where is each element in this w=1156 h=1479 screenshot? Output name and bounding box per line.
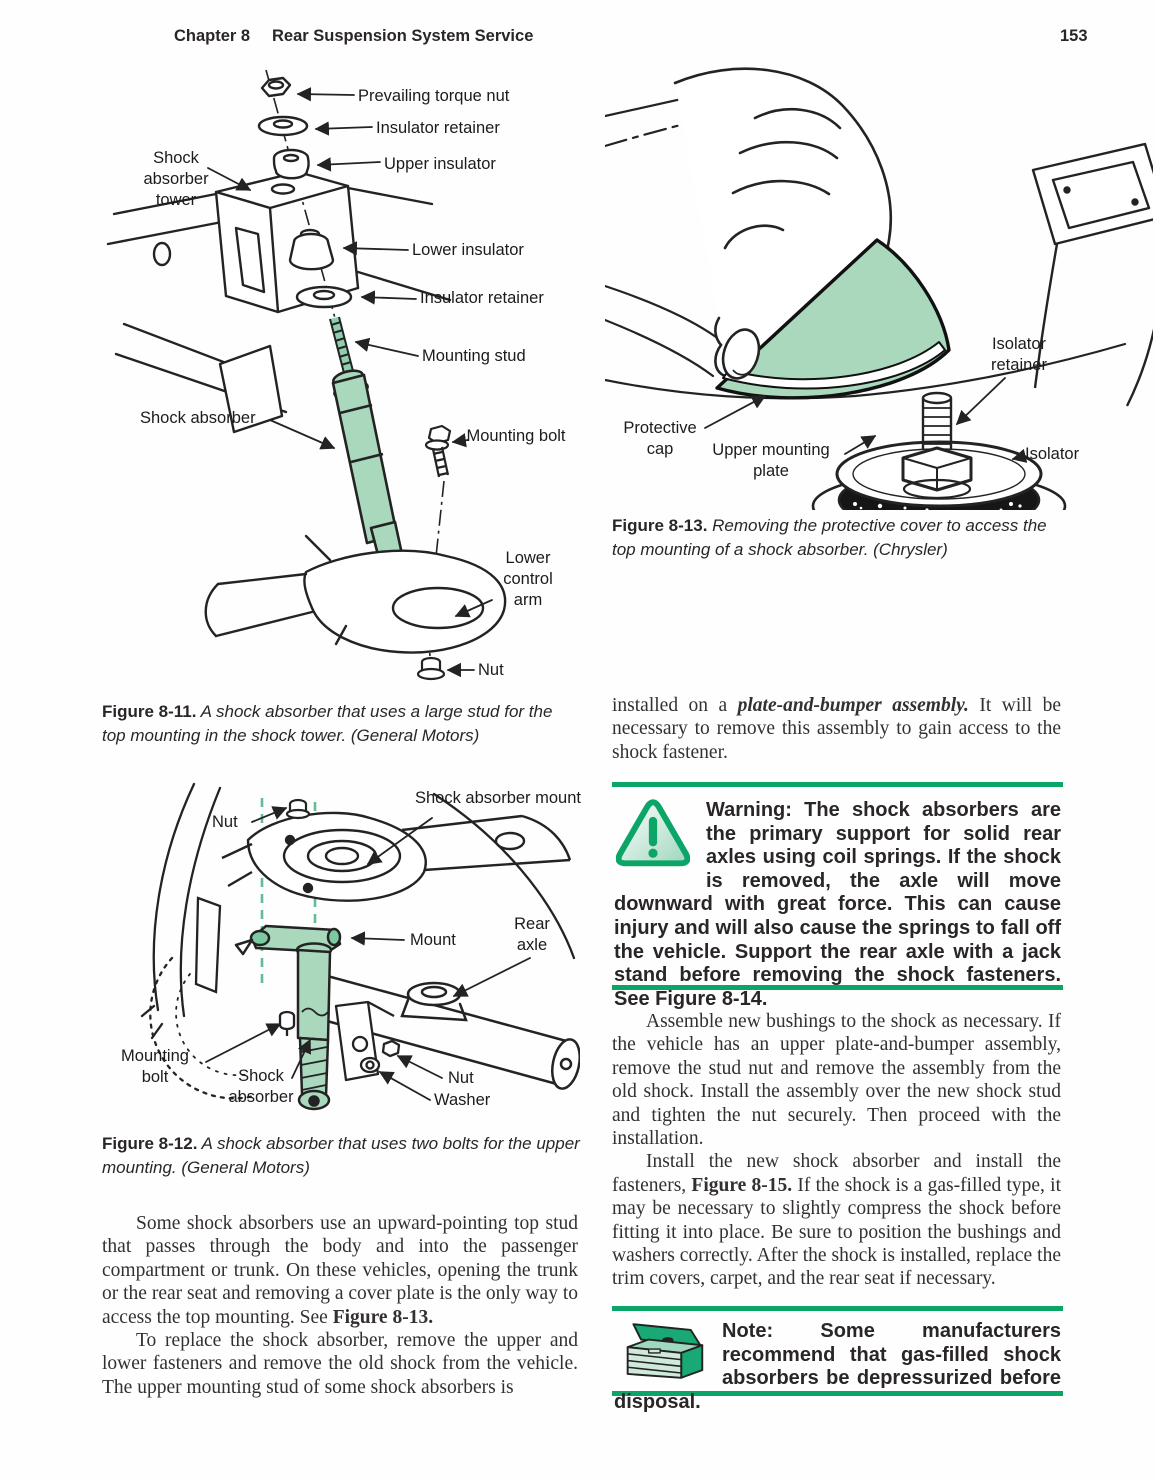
body-paragraph	[612, 1150, 1061, 1290]
warning-box	[612, 782, 1063, 1010]
label-shock-absorber-tower: Shock absorber tower	[143, 149, 209, 209]
label-prevailing-torque-nut: Prevailing torque nut	[358, 87, 510, 105]
label-rear-axle: Rear axle	[514, 915, 550, 954]
label-upper-insulator: Upper insulator	[384, 155, 496, 173]
figure-8-13-caption-lead: Figure 8-13.	[612, 516, 708, 535]
label-protective-cap: Protective cap	[623, 419, 697, 458]
figure-8-11-illustration	[100, 66, 580, 698]
figure-8-12-illustration	[102, 778, 580, 1130]
label-mounting-bolt-fig12: Mounting bolt	[121, 1047, 189, 1086]
figure-8-11-caption	[102, 700, 580, 747]
note-text: Note: Some manufacturers recommend that gas-filled shock absorbers be depressurized before disposal.	[614, 1320, 1061, 1413]
left-column-paragraphs	[102, 1212, 578, 1399]
figure-8-12-caption-lead: Figure 8-12.	[102, 1134, 198, 1153]
label-lower-insulator: Lower insulator	[412, 241, 524, 259]
figure-8-13-caption	[612, 514, 1064, 561]
label-shock-absorber-fig12: Shock absorber	[228, 1067, 294, 1106]
body-paragraph	[102, 1212, 578, 1329]
figure-8-13-illustration	[605, 58, 1153, 510]
figure-reference: Figure 8-13.	[332, 1306, 434, 1328]
paragraph-text: If the shock is a gas-filled type, it may be necessary to slightly compress the shock before fitting it into place. Be sure to position the bushings and washers correctly. After the shock is installed, replace the trim covers, carpet, and the rear seat if necessary.	[612, 1174, 1061, 1290]
warning-text: Warning: The shock absorbers are the primary support for solid rear axles using coil springs. If the shock is removed, the axle will move downward with great force. This can cause injury and will also cause the springs to fall off the vehicle. Support the rear axle with a jack stand before removing the shock fasteners. See Figure 8-14.	[614, 799, 1061, 1010]
label-upper-mounting-plate: Upper mounting plate	[712, 441, 830, 480]
paragraph-text: installed on a	[612, 695, 738, 716]
label-isolator: Isolator	[1025, 445, 1080, 463]
emphasized-term: plate-and-bumper assembly.	[737, 695, 969, 716]
paragraph-text: It will be necessary to remove this assembly to gain access to the shock fastener.	[612, 695, 1061, 763]
page-number: 153	[1060, 27, 1088, 45]
body-paragraph: Assemble new bushings to the shock as necessary. If the vehicle has an upper plate-and-bumper assembly, remove the stud nut and remove the assembly from the old shock. Install the assembly over the new shock stud and tighten the nut securely. Then proceed with the installation.	[612, 1011, 1061, 1150]
label-nut-right-fig12: Nut	[448, 1069, 474, 1087]
header-title: Rear Suspension System Service	[272, 27, 534, 45]
label-shock-absorber-mount: Shock absorber mount	[414, 789, 581, 807]
right-column-paragraph-1	[612, 694, 1061, 764]
figure-8-11-caption-lead: Figure 8-11.	[102, 702, 197, 721]
right-column-paragraphs-2-3	[612, 1010, 1061, 1291]
label-mounting-bolt-fig11: Mounting bolt	[466, 427, 566, 445]
toolbox-icon	[620, 1320, 708, 1382]
note-box	[612, 1306, 1063, 1413]
label-nut-fig11: Nut	[478, 661, 504, 679]
label-nut-top-fig12: Nut	[212, 813, 238, 831]
figure-8-11-caption-text: A shock absorber that uses a large stud for the top mounting in the shock tower. (General Motors)	[102, 702, 553, 745]
body-paragraph: To replace the shock absorber, remove the upper and lower fasteners and remove the old shock from the vehicle. The upper mounting stud of some shock absorbers is	[102, 1330, 578, 1398]
label-insulator-retainer-top: Insulator retainer	[376, 119, 500, 137]
figure-reference: Figure 8-15.	[691, 1174, 793, 1196]
label-insulator-retainer-bottom: Insulator retainer	[420, 289, 544, 307]
label-shock-absorber-fig11: Shock absorber	[140, 409, 256, 427]
label-mount: Mount	[410, 931, 456, 949]
label-lower-control-arm: Lower control arm	[503, 549, 553, 609]
figure-8-12-caption-text: A shock absorber that uses two bolts for the upper mounting. (General Motors)	[102, 1134, 580, 1177]
label-isolator-retainer: Isolator retainer	[991, 335, 1047, 374]
paragraph-text: Install the new shock absorber and install the fasteners,	[612, 1151, 1061, 1196]
paragraph-text: Some shock absorbers use an upward-pointing top stud that passes through the body and into the passenger compartment or trunk. On these vehicles, opening the trunk or the rear seat and removing a cover plate is the only way to access the top mounting. See	[102, 1213, 578, 1328]
figure-8-12-caption	[102, 1132, 584, 1179]
label-washer: Washer	[434, 1091, 491, 1109]
body-paragraph	[612, 694, 1061, 764]
warning-triangle-icon	[616, 799, 690, 867]
label-mounting-stud: Mounting stud	[422, 347, 526, 365]
header-chapter: Chapter 8	[174, 27, 251, 45]
figure-8-13-caption-text: Removing the protective cover to access the top mounting of a shock absorber. (Chrysler)	[612, 516, 1047, 559]
